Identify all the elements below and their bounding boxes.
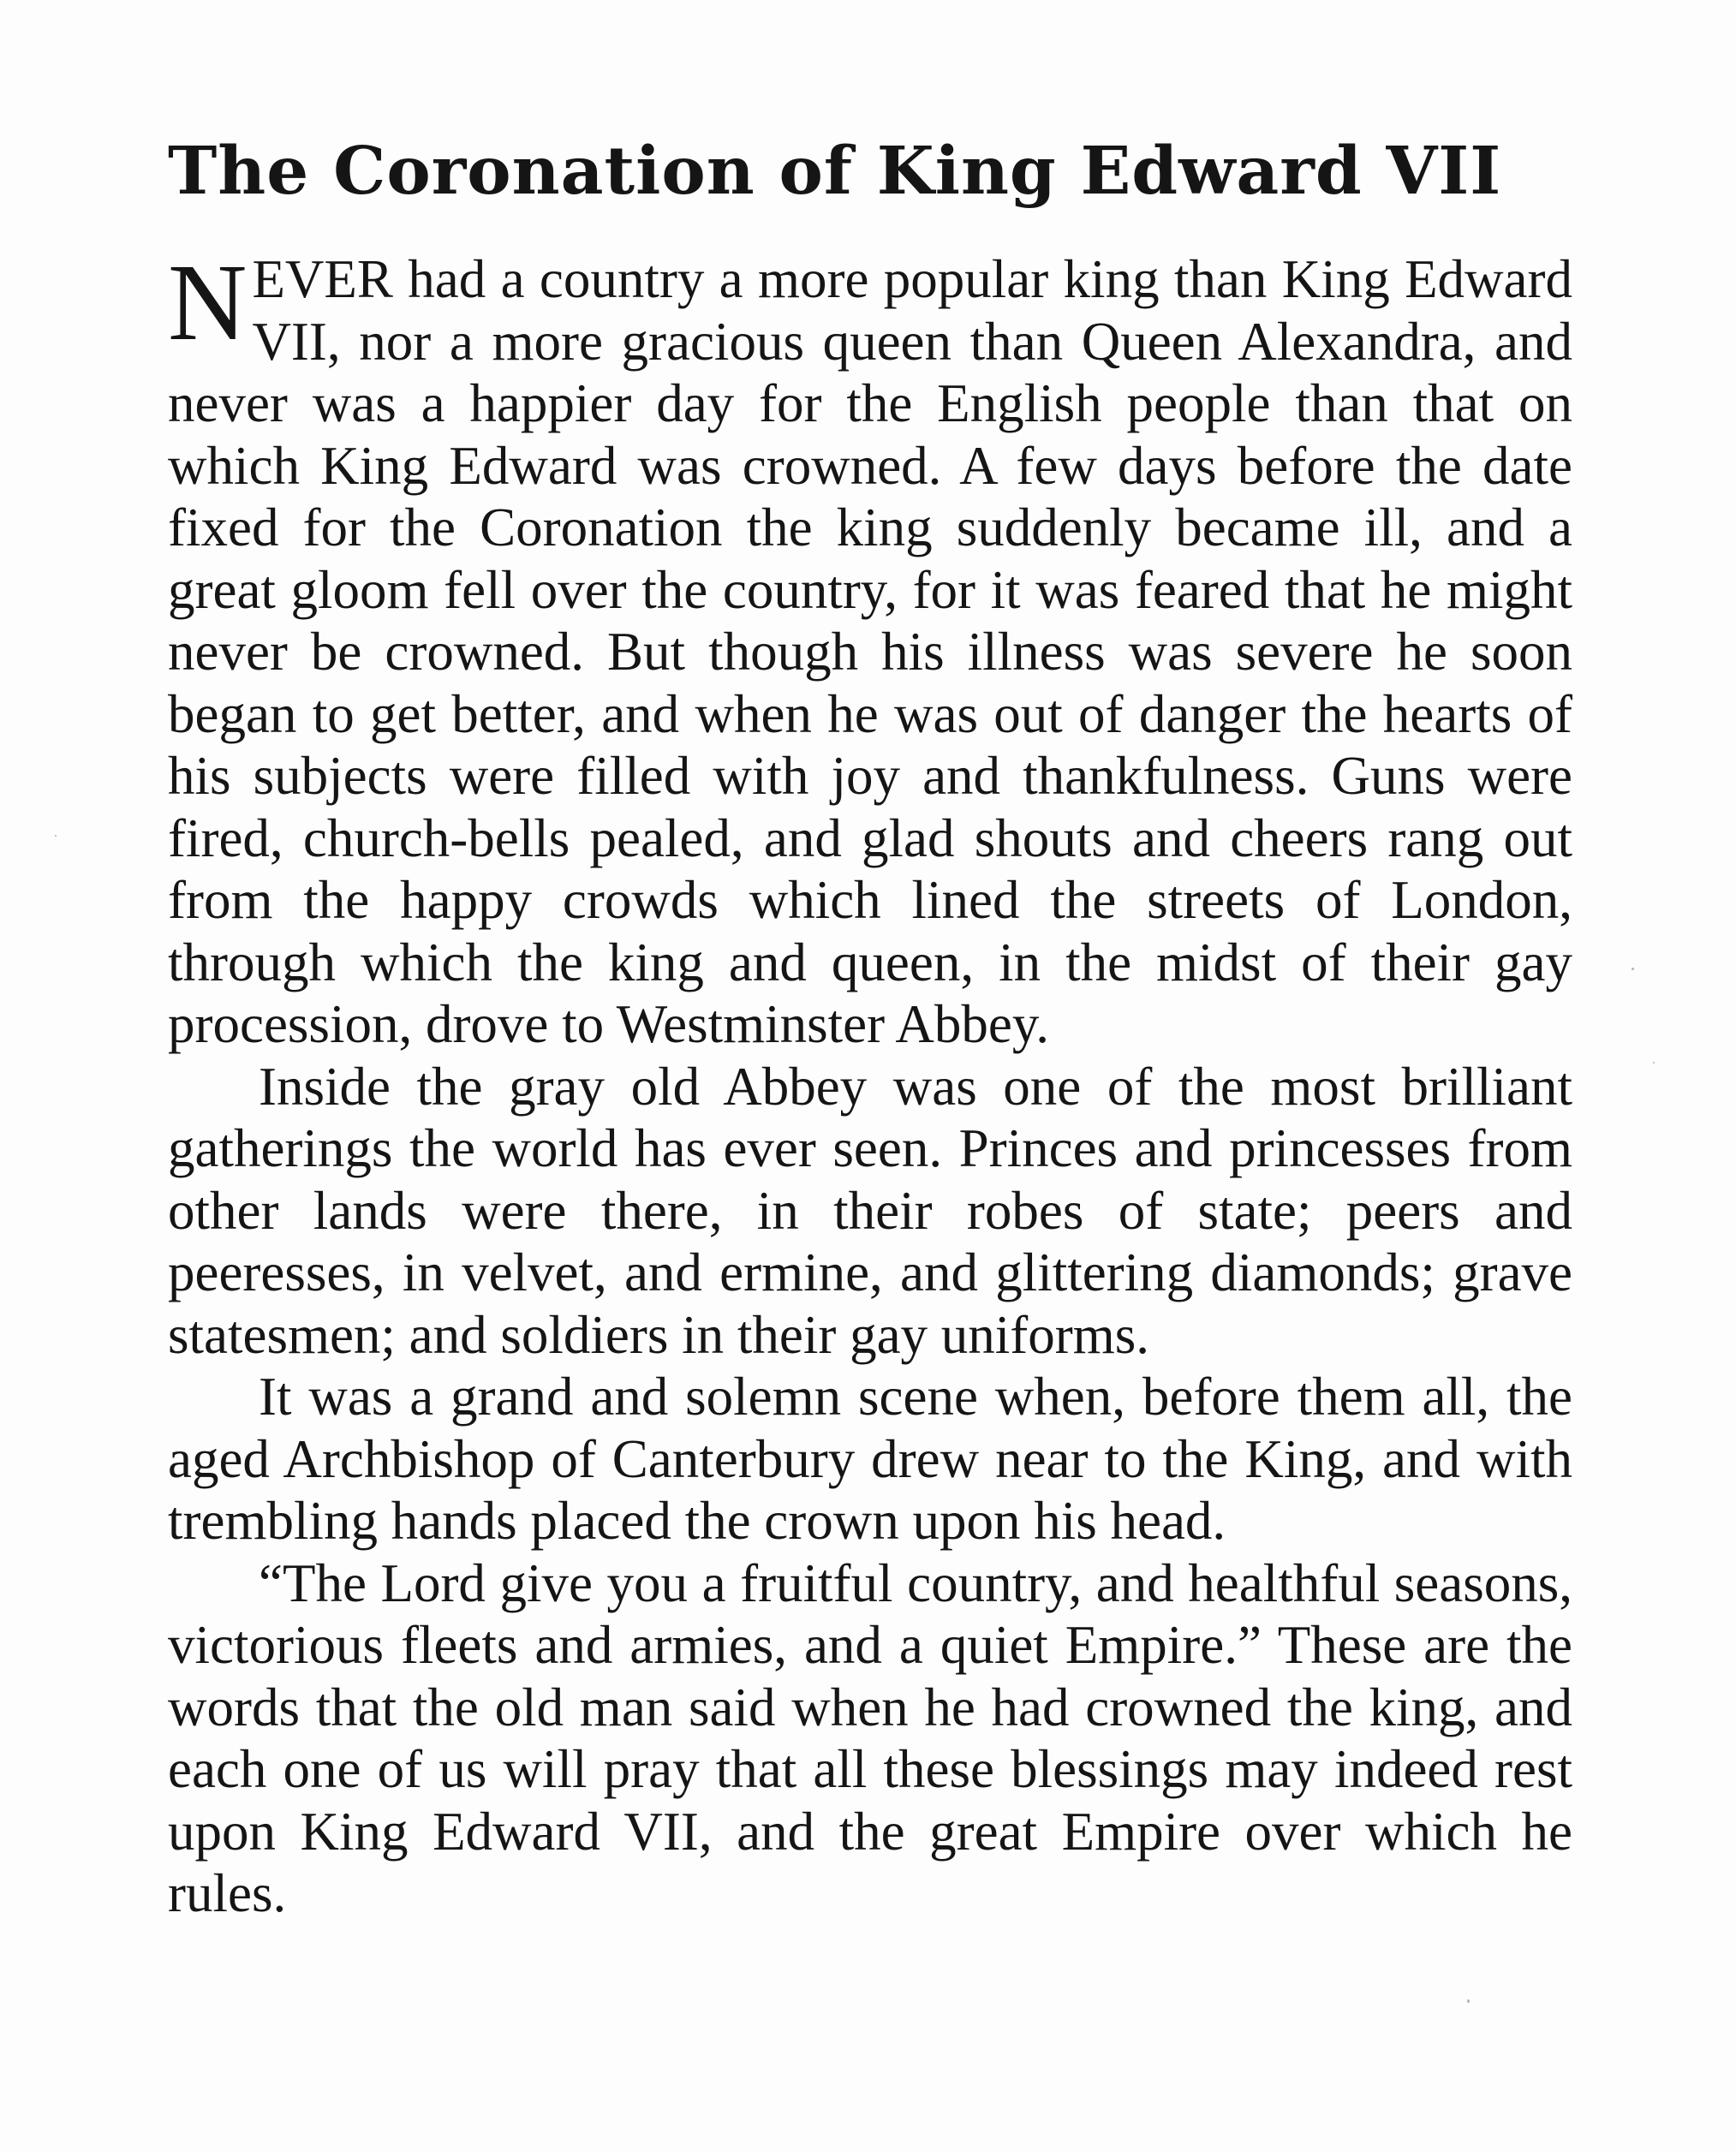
paragraph-3: It was a grand and solemn scene when, before them all, the aged Archbishop of Canterbury drew near to the King, and with trembling hands placed the crown upon his head.: [168, 1367, 1572, 1551]
scan-speck: [55, 835, 57, 837]
scan-speck: [1632, 968, 1634, 970]
scan-speck: [1467, 1999, 1470, 2003]
article-body: [168, 241, 1572, 1925]
scan-speck: [1653, 1062, 1655, 1064]
page-title: The Coronation of King Edward VII: [168, 133, 1502, 210]
paragraph-1: [168, 241, 1572, 1056]
drop-cap: N: [168, 241, 248, 363]
paragraph-2: Inside the gray old Abbey was one of the most brilliant gatherings the world has ever seen. Princes and princesses from other lands were there, in their robes of state; peers and peeresses, in velvet, and ermine, and glittering diamonds; grave statesmen; and soldiers in their gay uniforms.: [168, 1056, 1572, 1365]
paragraph-1-text: EVER had a country a more popular king than King Edward VII, nor a more gracious queen than Queen Alexandra, and never was a happier day for the English people than that on which King Edward was crowned. A few days before the date fixed for the Coronation the king suddenly became ill, and a great gloom fell over the country, for it was feared that he might never be crowned. But though his illness was severe he soon began to get better, and when he was out of danger the hearts of his subjects were filled with joy and thankfulness. Guns were fired, church-bells pealed, and glad shouts and cheers rang out from the happy crowds which lined the streets of London, through which the king and queen, in the midst of their gay procession, drove to Westminster Abbey.: [168, 249, 1572, 1054]
paragraph-4: “The Lord give you a fruitful country, and healthful seasons, victorious fleets and armies, and a quiet Empire.” These are the words that the old man said when he had crowned the king, and each one of us will pray that all these blessings may indeed rest upon King Edward VII, and the great Empire over which he rules.: [168, 1552, 1572, 1923]
